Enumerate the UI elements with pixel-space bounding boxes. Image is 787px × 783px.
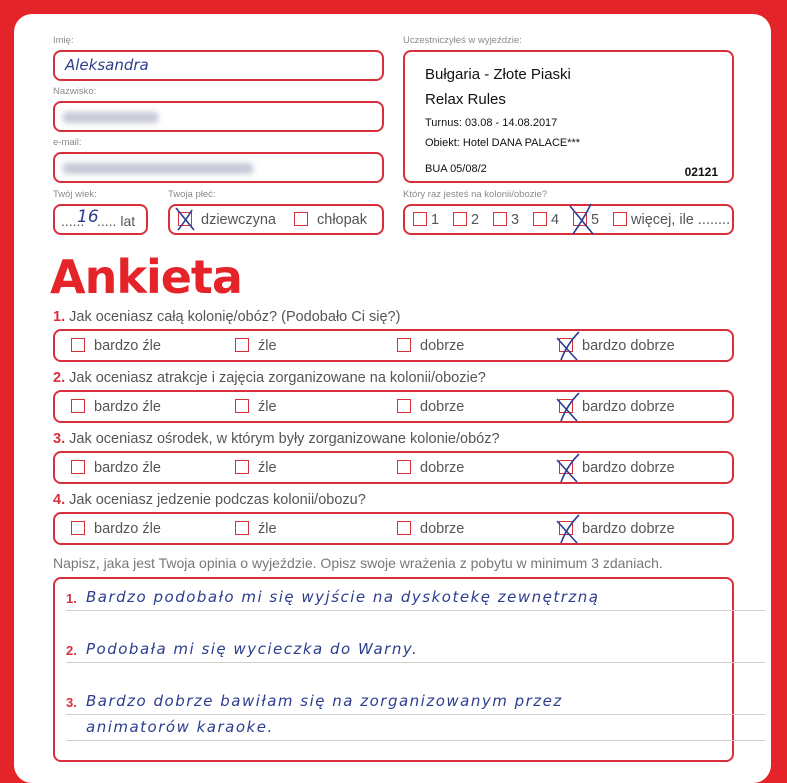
times-option-1[interactable]: 1	[413, 212, 439, 228]
answer-text: Bardzo podobało mi się wyjście na dyskotekę zewnętrzną	[86, 588, 600, 606]
checkbox[interactable]	[559, 399, 573, 413]
checkbox[interactable]	[493, 212, 507, 226]
times-label: Który raz jesteś na kolonii/obozie?	[403, 189, 548, 200]
trip-program: Relax Rules	[425, 91, 506, 108]
answer-text: Bardzo dobrze bawiłam się na zorganizowanym przez	[86, 692, 563, 710]
checkbox[interactable]	[397, 521, 411, 535]
question-1	[53, 309, 400, 325]
rating-option[interactable]: źle	[235, 521, 277, 537]
checkbox[interactable]	[559, 521, 573, 535]
times-option-5[interactable]: 5	[573, 212, 599, 228]
name-label: Imię:	[53, 35, 74, 46]
question-number: 2.	[53, 370, 66, 386]
gender-label: Twoja płeć:	[168, 189, 216, 200]
age-field[interactable]	[53, 204, 148, 235]
opinion-prompt: Napisz, jaka jest Twoja opinia o wyjeździe. Opisz swoje wrażenia z pobytu w minimum 3 zdaniach.	[53, 555, 663, 571]
checkmark-icon	[555, 452, 581, 484]
name-value: Aleksandra	[65, 56, 149, 74]
checkmark-icon	[555, 330, 581, 362]
age-value: 16	[77, 207, 99, 227]
rating-option[interactable]: dobrze	[397, 460, 464, 476]
trip-object: Obiekt: Hotel DANA PALACE***	[425, 137, 581, 149]
rating-row-1	[53, 329, 734, 362]
rating-option[interactable]: bardzo źle	[71, 460, 161, 476]
rating-option[interactable]: bardzo dobrze	[559, 460, 675, 476]
checkbox[interactable]	[613, 212, 627, 226]
gender-option-male[interactable]: chłopak	[294, 212, 367, 228]
question-number: 1.	[53, 309, 66, 325]
checkbox[interactable]	[533, 212, 547, 226]
question-text: Jak oceniasz ośrodek, w którym były zorganizowane kolonie/obóz?	[69, 431, 500, 447]
checkbox[interactable]	[413, 212, 427, 226]
question-4	[53, 492, 366, 508]
question-number: 4.	[53, 492, 66, 508]
rating-option[interactable]: dobrze	[397, 338, 464, 354]
checkbox[interactable]	[559, 338, 573, 352]
checkmark-icon	[555, 513, 581, 545]
name-field[interactable]	[53, 50, 384, 81]
question-text: Jak oceniasz jedzenie podczas kolonii/obozu?	[69, 492, 366, 508]
answer-number: 1.	[66, 591, 77, 606]
redacted-email	[63, 163, 253, 174]
trip-code: BUA 05/08/2	[425, 163, 487, 175]
answer-line	[66, 640, 765, 663]
rating-option[interactable]: źle	[235, 399, 277, 415]
rating-option[interactable]: źle	[235, 338, 277, 354]
question-3	[53, 431, 500, 447]
age-label: Twój wiek:	[53, 189, 97, 200]
trip-info-box	[403, 50, 734, 183]
rating-row-2	[53, 390, 734, 423]
checkbox[interactable]	[294, 212, 308, 226]
times-option-more[interactable]: więcej, ile ........	[613, 212, 730, 228]
rating-option[interactable]: bardzo źle	[71, 399, 161, 415]
rating-option[interactable]: bardzo dobrze	[559, 399, 675, 415]
answer-text: animatorów karaoke.	[86, 718, 274, 736]
times-option-4[interactable]: 4	[533, 212, 559, 228]
checkbox[interactable]	[397, 338, 411, 352]
checkbox[interactable]	[71, 460, 85, 474]
gender-field	[168, 204, 384, 235]
checkmark-icon	[174, 204, 198, 232]
trip-number: 02121	[684, 165, 718, 179]
times-field	[403, 204, 734, 235]
trip-turnus: Turnus: 03.08 - 14.08.2017	[425, 117, 558, 129]
checkmark-icon	[555, 391, 581, 423]
email-field[interactable]	[53, 152, 384, 183]
trip-destination: Bułgaria - Złote Piaski	[425, 66, 571, 83]
answer-number: 2.	[66, 643, 77, 658]
question-text: Jak oceniasz całą kolonię/obóz? (Podobało Ci się?)	[69, 309, 401, 325]
checkbox[interactable]	[71, 399, 85, 413]
question-text: Jak oceniasz atrakcje i zajęcia zorganizowane na kolonii/obozie?	[69, 370, 486, 386]
checkbox[interactable]	[235, 521, 249, 535]
question-2	[53, 370, 486, 386]
rating-option[interactable]: bardzo źle	[71, 521, 161, 537]
checkbox[interactable]	[235, 399, 249, 413]
answer-line	[66, 718, 765, 741]
rating-option[interactable]: bardzo dobrze	[559, 521, 675, 537]
checkbox[interactable]	[573, 212, 587, 226]
times-option-3[interactable]: 3	[493, 212, 519, 228]
rating-option[interactable]: dobrze	[397, 521, 464, 537]
checkbox[interactable]	[559, 460, 573, 474]
checkbox[interactable]	[71, 338, 85, 352]
email-label: e-mail:	[53, 137, 82, 148]
checkbox[interactable]	[397, 399, 411, 413]
gender-option-female[interactable]: dziewczyna	[178, 212, 276, 228]
answer-line	[66, 692, 765, 715]
checkbox[interactable]	[397, 460, 411, 474]
rating-row-4	[53, 512, 734, 545]
age-suffix: ..... lat	[97, 213, 136, 229]
surname-field[interactable]	[53, 101, 384, 132]
redacted-surname	[63, 112, 158, 123]
rating-option[interactable]: dobrze	[397, 399, 464, 415]
answer-text: Podobała mi się wycieczka do Warny.	[86, 640, 419, 658]
survey-title: Ankieta	[50, 250, 242, 304]
rating-option[interactable]: bardzo dobrze	[559, 338, 675, 354]
age-prefix: ......	[61, 213, 85, 229]
checkbox[interactable]	[235, 460, 249, 474]
times-option-2[interactable]: 2	[453, 212, 479, 228]
rating-option[interactable]: źle	[235, 460, 277, 476]
checkmark-icon	[569, 204, 597, 236]
rating-option[interactable]: bardzo źle	[71, 338, 161, 354]
answer-line	[66, 588, 765, 611]
answer-number: 3.	[66, 695, 77, 710]
checkbox[interactable]	[235, 338, 249, 352]
question-number: 3.	[53, 431, 66, 447]
checkbox[interactable]	[71, 521, 85, 535]
checkbox[interactable]	[178, 212, 192, 226]
surname-label: Nazwisko:	[53, 86, 97, 97]
trip-label: Uczestniczyłeś w wyjeździe:	[403, 35, 522, 46]
rating-row-3	[53, 451, 734, 484]
checkbox[interactable]	[453, 212, 467, 226]
